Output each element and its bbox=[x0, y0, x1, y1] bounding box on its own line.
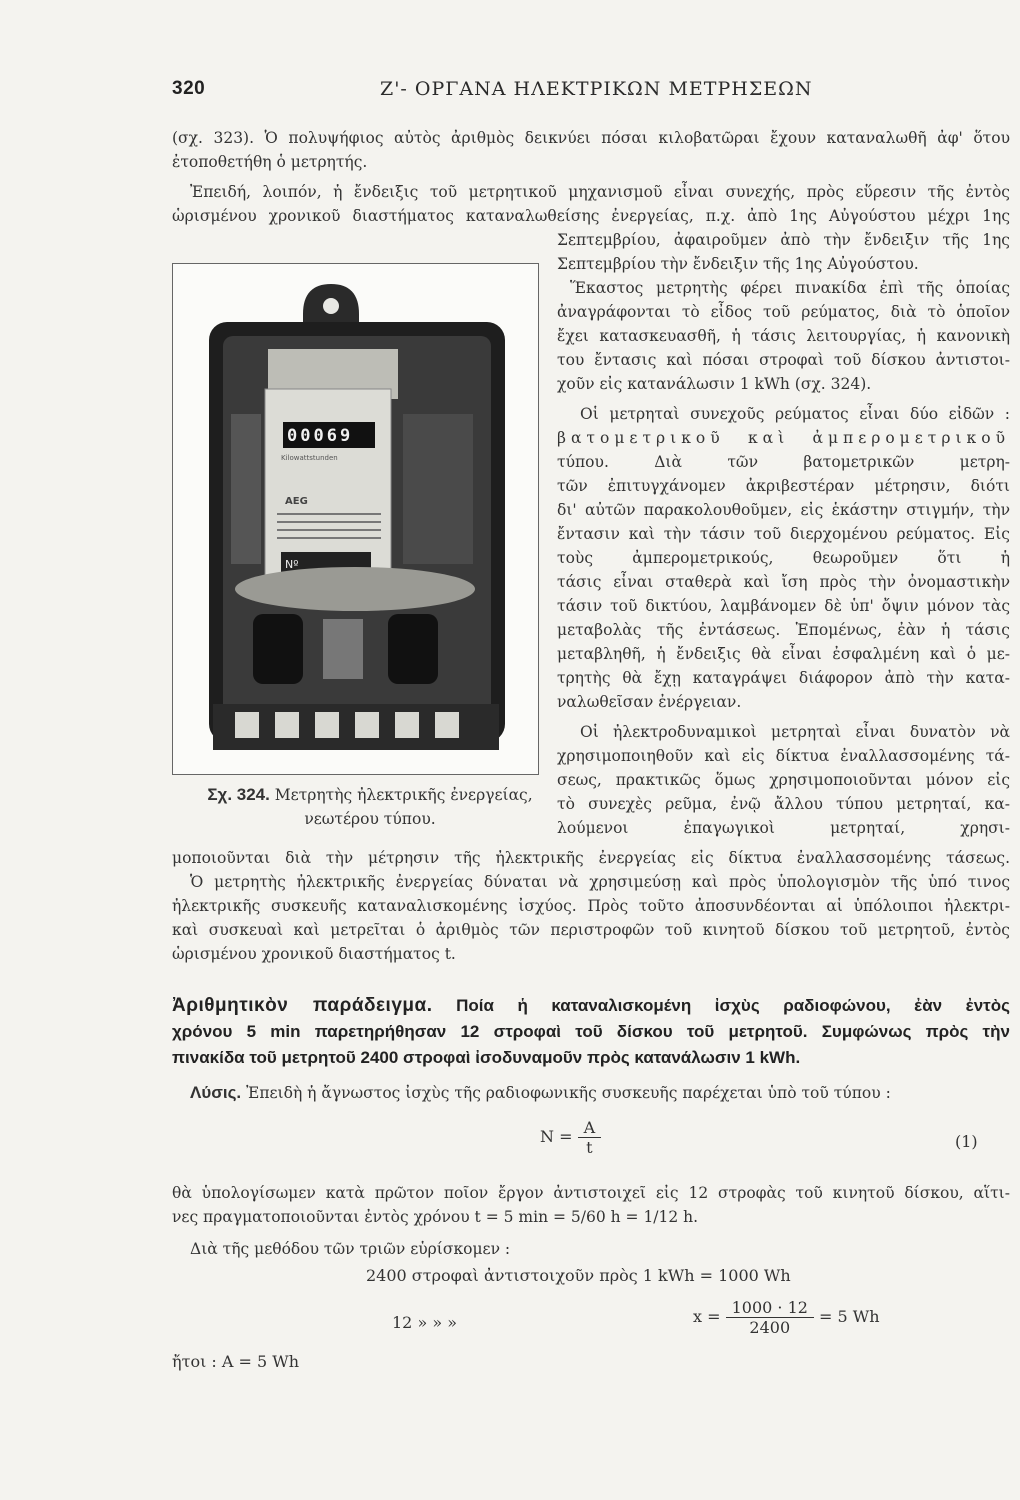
final-result: ἤτοι : A = 5 Wh bbox=[172, 1352, 300, 1371]
page-header bbox=[172, 78, 1012, 108]
terminal-3 bbox=[315, 712, 339, 738]
col-line-19: τρητὴς θὰ ἔχῃ καταγράψει διάφορον ἀπὸ τὴν κατα- bbox=[557, 669, 1010, 687]
figure-caption bbox=[190, 783, 550, 831]
intro-line-1: (σχ. 323). Ὁ πολυψήφιος αὐτὸς ἀριθμὸς δεικνύει πόσαι κιλοβατῶραι ἔχουν καταναλωθῆ ἀφ' ὅτου bbox=[172, 129, 1010, 147]
col-line-12: δι' αὐτῶν παρακολουθοῦμεν, εἰς ἑκάστην στιγμήν, τὴν bbox=[557, 501, 1010, 519]
col-line-8: Οἱ μετρηταὶ συνεχοῦς ρεύματος εἶναι δύο εἰδῶν : bbox=[580, 405, 1010, 423]
col-line-18: μεταβληθῆ, ἡ ἔνδειξις θὰ εἶναι ἐσφαλμένη καὶ ὁ με- bbox=[557, 645, 1010, 663]
col-line-3: Ἕκαστος μετρητὴς φέρει πινακίδα ἐπὶ τῆς ὁποίας bbox=[570, 279, 1010, 297]
formula-reference: (1) bbox=[955, 1132, 978, 1151]
wiring-left bbox=[231, 414, 261, 564]
formula-numerator: A bbox=[583, 1118, 596, 1137]
col-line-22: χρησιμοποιηθοῦν καὶ εἰς δίκτυα ἐναλλασσομένης τά- bbox=[557, 747, 1010, 765]
nameplate bbox=[265, 389, 391, 579]
col-line-20: ναλωθεῖσαν ἐνέργειαν. bbox=[557, 693, 742, 711]
col-line-23: σεως, πρακτικῶς ὅμως χρησιμοποιοῦνται μόνον εἰς bbox=[557, 771, 1010, 789]
col-line-4: ἀναγράφονται τὸ εἶδος τοῦ ρεύματος, διὰ τὸ ὁποῖον bbox=[557, 303, 1010, 321]
terminal-2 bbox=[275, 712, 299, 738]
col-line-21: Οἱ ἠλεκτροδυναμικοὶ μετρηταὶ εἶναι δυνατὸν νὰ bbox=[580, 723, 1010, 741]
terminal-1 bbox=[235, 712, 259, 738]
col-line-10: τύπου. Διὰ τῶν βατομετρικῶν μετρη- bbox=[557, 453, 1010, 471]
plate-brand: AEG bbox=[285, 496, 308, 507]
example-line-3: πινακίδα τοῦ μετρητοῦ 2400 στροφαὶ ἰσοδυναμοῦν πρὸς κατανάλωσιν 1 kWh. bbox=[172, 1048, 801, 1067]
solution-line-b: νες πραγματοποιοῦνται ἐντὸς χρόνου t = 5 min = 5/60 h = 1/12 h. bbox=[172, 1208, 699, 1226]
plate-unit-word: Kilowattstunden bbox=[281, 454, 338, 462]
counter-digits: 00069 bbox=[287, 426, 354, 446]
after-line-2: Ὁ μετρητὴς ἠλεκτρικῆς ἐνεργείας δύναται νὰ χρησιμεύσῃ καὶ πρὸς ὑπολογισμὸν τῆς ὑπό τινος bbox=[190, 873, 1010, 891]
after-line-4: καὶ συσκευαὶ καὶ μετρεῖται ὁ ἀριθμὸς τῶν περιστροφῶν τοῦ κινητοῦ δίσκου τοῦ μετρητοῦ, ἐντὸς bbox=[172, 921, 1010, 939]
col-line-13: ἔντασιν καὶ τὴν τάσιν τοῦ διερχομένου ρεύματος. Εἰς bbox=[557, 525, 1010, 543]
example-question-1: Ποία ἡ καταναλισκομένη ἰσχὺς ραδιοφώνου, ἐὰν ἐντὸς bbox=[456, 996, 1010, 1015]
terminal-6 bbox=[435, 712, 459, 738]
rule-x-label: x = bbox=[693, 1307, 721, 1326]
solution-line-c: Διὰ τῆς μεθόδου τῶν τριῶν εὑρίσκομεν : bbox=[190, 1240, 511, 1258]
solution-text: Ἐπειδὴ ἡ ἄγνωστος ἰσχὺς τῆς ραδιοφωνικῆς συσκευῆς παρέχεται ὑπὸ τοῦ τύπου : bbox=[246, 1084, 891, 1102]
rule-result: = 5 Wh bbox=[819, 1307, 880, 1326]
rule-fraction bbox=[726, 1298, 814, 1337]
rotating-disc bbox=[235, 567, 475, 611]
col-line-6: του ἔντασις καὶ πόσαι στροφαὶ τοῦ δίσκου ἀντιστοι- bbox=[557, 351, 1010, 369]
rule-of-three-line-1: 2400 στροφαὶ ἀντιστοιχοῦν πρὸς 1 kWh = 1000 Wh bbox=[366, 1266, 791, 1285]
col-line-16: τάσιν τοῦ δικτύου, λαμβάνομεν δὲ ὑπ' ὄψιν μόνον τὰς bbox=[557, 597, 1010, 615]
page-number: 320 bbox=[172, 78, 206, 99]
numerical-example bbox=[172, 993, 1012, 1071]
rule-of-three-line-2-left: 12 » » » bbox=[392, 1313, 457, 1332]
coil-left bbox=[253, 614, 303, 684]
col-line-14: τοὺς ἀμπερομετρικούς, θεωροῦμεν ὅτι ἡ bbox=[557, 549, 1010, 567]
figure-electricity-meter bbox=[172, 263, 539, 775]
coil-centre bbox=[323, 619, 363, 679]
meter-photo bbox=[173, 264, 538, 774]
rule-denominator: 2400 bbox=[726, 1317, 814, 1337]
terminal-5 bbox=[395, 712, 419, 738]
lug-hole bbox=[323, 298, 339, 314]
formula-denominator: t bbox=[578, 1137, 602, 1157]
formula-lhs: N = bbox=[540, 1127, 573, 1146]
col-line-15: τάσις εἶναι σταθερὰ καὶ ἴση πρὸς τὴν ὀνομαστικὴν bbox=[557, 573, 1010, 591]
solution-line-a: θὰ ὑπολογίσωμεν κατὰ πρῶτον ποῖον ἔργον ἀντιστοιχεῖ εἰς 12 στροφὰς τοῦ κινητοῦ δίσκου, αἵτι- bbox=[172, 1184, 1010, 1202]
col-line-17: μεταβολὰς τῆς ἐντάσεως. Ἑπομένως, ἐὰν ἡ τάσις bbox=[557, 621, 1010, 639]
serial-number-label: Nº bbox=[285, 558, 299, 571]
solution-label: Λύσις. bbox=[190, 1083, 242, 1102]
col-line-24: τὸ συνεχὲς ρεῦμα, ἐνῷ ἄλλου τύπου μετρηταί, κα- bbox=[557, 795, 1010, 813]
example-lead: Ἀριθμητικὸν παράδειγμα. bbox=[172, 995, 433, 1016]
figure-number: Σχ. 324. bbox=[207, 785, 270, 804]
col-line-1: Σεπτεμβρίου, ἀφαιροῦμεν ἀπὸ τὴν ἔνδειξιν τῆς 1ης bbox=[557, 231, 1010, 249]
example-line-1 bbox=[172, 993, 1010, 1019]
rule-numerator: 1000 · 12 bbox=[731, 1298, 808, 1317]
rule-of-three-line-2-right bbox=[693, 1298, 880, 1337]
intro-line-4: ὡρισμένου χρονικοῦ διαστήματος καταναλωθείσης ἐνεργείας, π.χ. ἀπὸ 1ης Αὐγούστου μέχρι 1ης bbox=[172, 207, 1010, 225]
col-line-5: ἔχει κατασκευασθῆ, ἡ τάσις λειτουργίας, ἡ κανονικὴ bbox=[557, 327, 1010, 345]
terminal-4 bbox=[355, 712, 379, 738]
figure-caption-line-2: νεωτέρου τύπου. bbox=[304, 810, 436, 828]
formula-fraction bbox=[578, 1118, 602, 1157]
formula-1 bbox=[540, 1118, 601, 1157]
figure-caption-line-1: Μετρητὴς ἠλεκτρικῆς ἐνεργείας, bbox=[274, 786, 533, 804]
example-line-2: χρόνου 5 min παρετηρήθησαν 12 στροφαὶ τοῦ δίσκου τοῦ μετρητοῦ. Συμφώνως πρὸς τὴν bbox=[172, 1022, 1010, 1041]
chapter-title: Ζ'- ΟΡΓΑΝΑ ΗΛΕΚΤΡΙΚΩΝ ΜΕΤΡΗΣΕΩΝ bbox=[380, 78, 813, 100]
after-line-3: ἠλεκτρικῆς συσκευῆς καταναλισκομένης ἰσχύος. Πρὸς τοῦτο ἀποσυνδέονται αἱ ὑπόλοιποι ἠλεκτρι- bbox=[172, 897, 1010, 915]
intro-line-3: Ἐπειδή, λοιπόν, ἡ ἔνδειξις τοῦ μετρητικοῦ μηχανισμοῦ εἶναι συνεχής, πρὸς εὕρεσιν τῆς ἐντὸς bbox=[190, 183, 1010, 201]
col-line-2: Σεπτεμβρίου τὴν ἔνδειξιν τῆς 1ης Αὐγούστου. bbox=[557, 255, 919, 273]
col-line-11: τῶν ἐπιτυγχάνομεν ἀκριβεστέραν μέτρησιν, διότι bbox=[557, 477, 1010, 495]
after-line-1: μοποιοῦνται διὰ τὴν μέτρησιν τῆς ἠλεκτρικῆς ἐνεργείας εἰς δίκτυα ἐναλλασσομένης τάσεως. bbox=[172, 849, 1010, 867]
col-line-7: χοῦν εἰς κατανάλωσιν 1 kWh (σχ. 324). bbox=[557, 375, 872, 393]
solution-line bbox=[190, 1081, 891, 1105]
coil-right bbox=[388, 614, 438, 684]
after-line-5: ὡρισμένου χρονικοῦ διαστήματος t. bbox=[172, 945, 456, 963]
col-line-9: βατομετρικοῦ καὶ ἀμπερομετρικοῦ bbox=[557, 429, 1010, 447]
col-line-25: λούμενοι ἐπαγωγικοὶ μετρηταί, χρησι- bbox=[557, 819, 1010, 837]
intro-line-2: ἐτοποθετήθη ὁ μετρητής. bbox=[172, 153, 368, 171]
wiring-right bbox=[403, 414, 473, 564]
